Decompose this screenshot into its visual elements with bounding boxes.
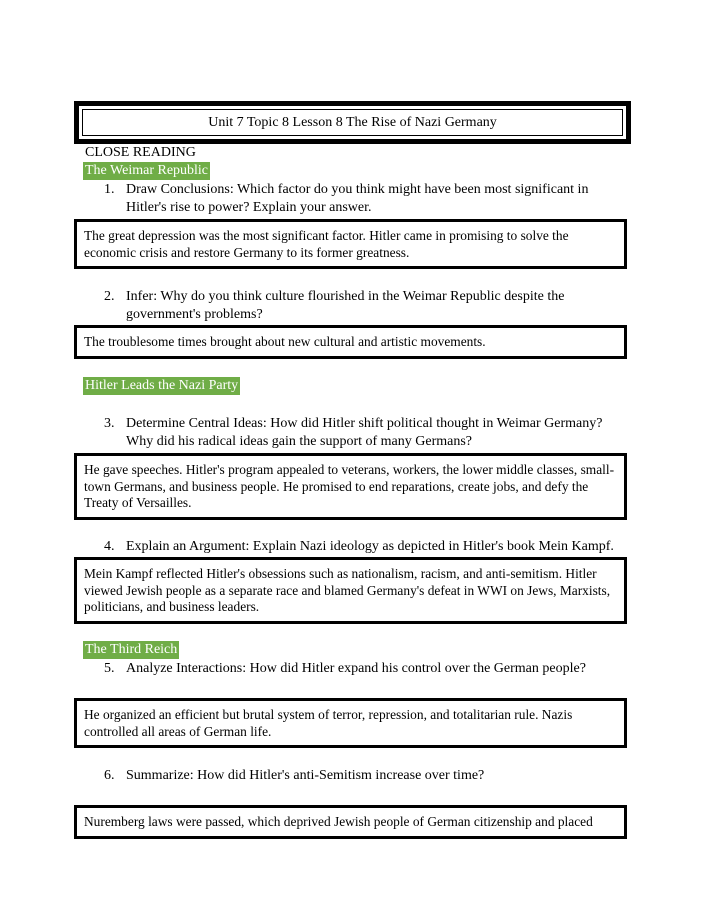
section-heading-weimar-republic: The Weimar Republic [85,163,209,178]
answer-box[interactable]: The troublesome times brought about new cultural and artistic movements. [74,325,627,359]
question-prompt-line: Why did his radical ideas gain the support of many Germans? [126,434,473,449]
question-prompt-line: Draw Conclusions: Which factor do you think might have been most significant in [126,182,589,197]
answer-box[interactable]: The great depression was the most significant factor. Hitler came in promising to solve the economic crisis and restore Germany to its former greatness. [74,219,627,269]
question-prompt-line: Infer: Why do you think culture flourished in the Weimar Republic despite the [126,289,565,304]
answer-box[interactable]: Nuremberg laws were passed, which deprived Jewish people of German citizenship and placed [74,805,627,839]
answer-box[interactable]: He organized an efficient but brutal system of terror, repression, and totalitarian rule. Nazis controlled all areas of German life. [74,698,627,748]
question-prompt-line: Explain an Argument: Explain Nazi ideology as depicted in Hitler's book Mein Kampf. [126,539,614,554]
section-heading-hitler-leads: Hitler Leads the Nazi Party [85,378,239,393]
question-prompt-line: Hitler's rise to power? Explain your answer. [126,200,372,215]
question-prompt-line: Summarize: How did Hitler's anti-Semitism increase over time? [126,768,485,783]
question-number: 6. [104,768,115,783]
question-prompt-line: Determine Central Ideas: How did Hitler shift political thought in Weimar Germany? [126,416,603,431]
question-number: 2. [104,289,115,304]
question-number: 4. [104,539,115,554]
close-reading-heading: CLOSE READING [85,145,196,160]
title-box [74,101,631,144]
question-number: 1. [104,182,115,197]
question-number: 3. [104,416,115,431]
document-title: Unit 7 Topic 8 Lesson 8 The Rise of Nazi Germany [82,109,623,136]
question-number: 5. [104,661,115,676]
question-prompt-line: Analyze Interactions: How did Hitler expand his control over the German people? [126,661,586,676]
answer-box[interactable]: He gave speeches. Hitler's program appealed to veterans, workers, the lower middle classes, small-town Germans, and business people. He promised to end reparations, create jobs, and defy the Treaty of Versailles. [74,453,627,520]
question-prompt-line: government's problems? [126,307,263,322]
answer-box[interactable]: Mein Kampf reflected Hitler's obsessions such as nationalism, racism, and anti-semitism. Hitler viewed Jewish people as a separate race and blamed Germany's defeat in WWI on Jews, Marxists, politicians, and business leaders. [74,557,627,624]
section-heading-third-reich: The Third Reich [85,642,178,657]
